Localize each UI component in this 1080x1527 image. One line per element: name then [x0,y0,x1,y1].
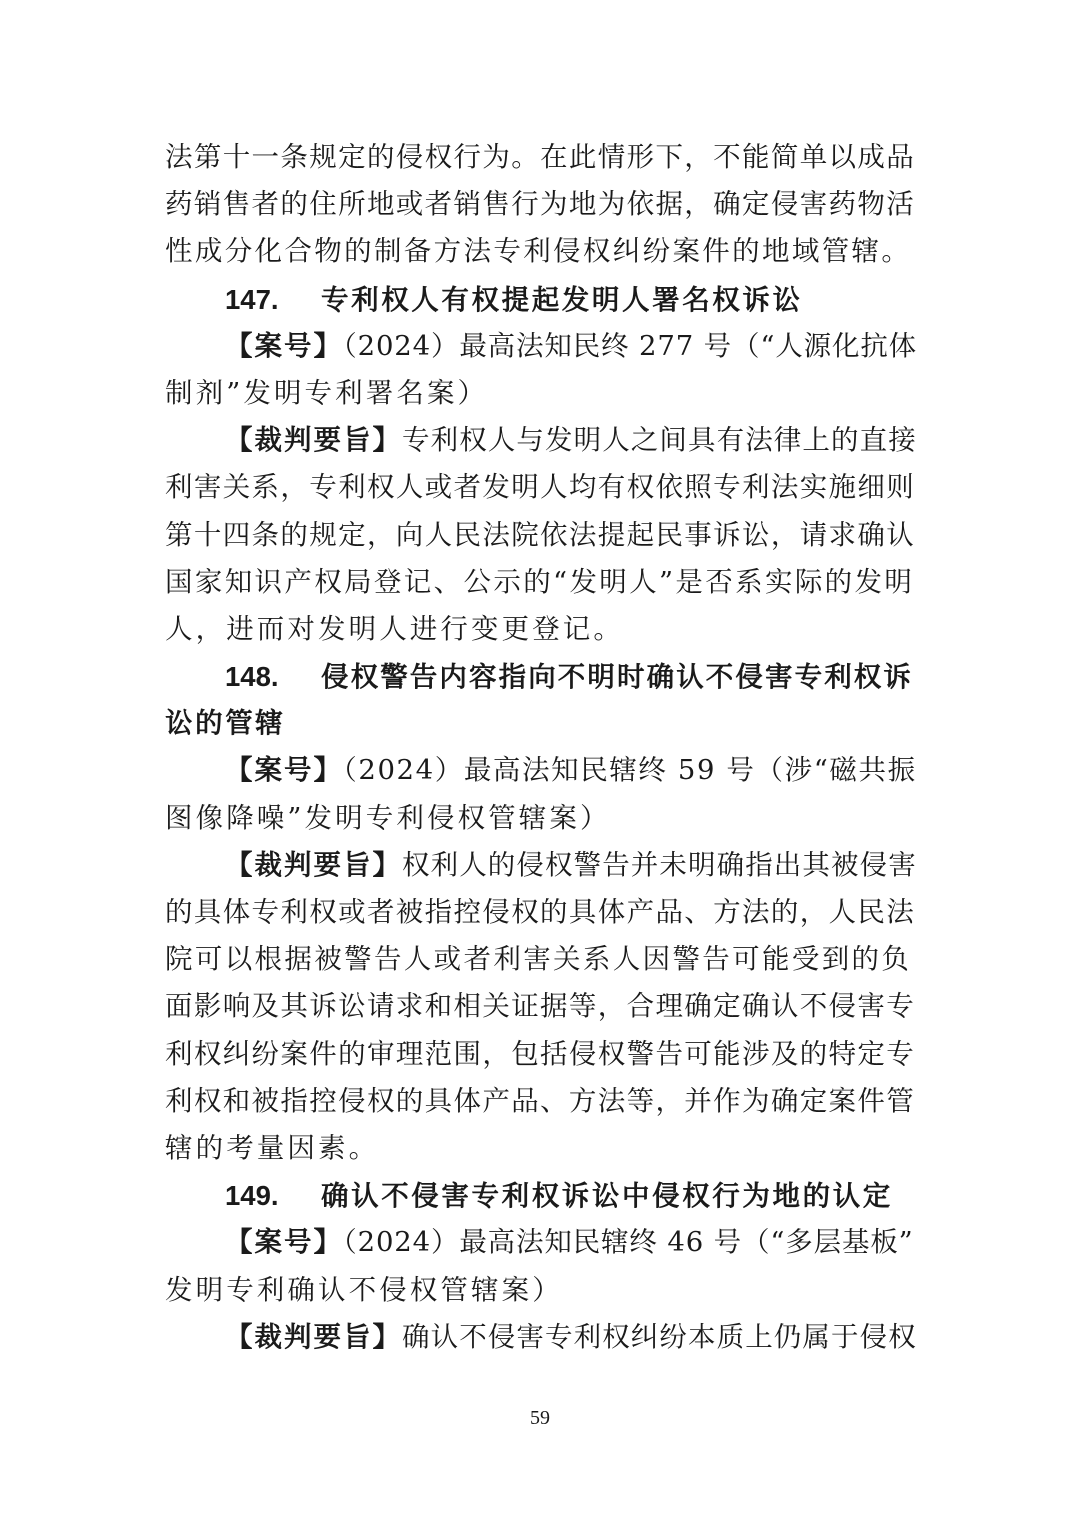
text-line [165,1314,917,1361]
bracket-label: 【案号】 [225,1226,343,1259]
text-line [165,842,917,889]
line-text: 性成分化合物的制备方法专利侵权纠纷案件的地域管辖。 [165,235,912,268]
section-title: 专利权人有权提起发明人署名权诉讼 [321,283,803,316]
bracket-label: 【裁判要旨】 [225,424,402,457]
page-content [165,134,917,1361]
section-number: 149. [225,1180,279,1212]
line-text: 人，进而对发明人进行变更登记。 [165,612,624,645]
line-text: 专利权人与发明人之间具有法律上的直接 [402,424,917,457]
bracket-label: 【裁判要旨】 [225,848,402,881]
text-line [165,464,917,511]
text-line [165,747,917,794]
text-line [165,795,917,842]
text-line [165,1031,917,1078]
text-line [165,889,917,936]
section-heading-line [165,700,917,747]
section-heading-line [165,1172,917,1219]
text-line [165,983,917,1030]
line-text: （2024）最高法知民终 277 号（“人源化抗体 [343,329,918,362]
bracket-label: 【案号】 [225,329,343,362]
page-number: 59 [530,1407,550,1429]
bracket-label: 【裁判要旨】 [225,1320,402,1353]
text-line [165,1219,917,1266]
section-heading-line [165,653,917,700]
section-number: 148. [225,661,279,693]
line-text: 确认不侵害专利权纠纷本质上仍属于侵权 [402,1320,917,1353]
text-line [165,417,917,464]
bracket-label: 【案号】 [225,754,343,787]
text-line [165,323,917,370]
text-line [165,1125,917,1172]
section-number: 147. [225,283,279,315]
section-title: 讼的管辖 [165,707,286,740]
line-text: 法第十一条规定的侵权行为。在此情形下，不能简单以成品 [165,141,916,173]
line-text: 院可以根据被警告人或者利害关系人因警告可能受到的负 [165,943,912,976]
text-line [165,1267,917,1314]
section-title: 确认不侵害专利权诉讼中侵权行为地的认定 [321,1180,893,1213]
text-line [165,1078,917,1125]
text-line [165,936,917,983]
section-heading-line [165,276,917,323]
line-text: 第十四条的规定，向人民法院依法提起民事诉讼，请求确认 [165,518,916,551]
line-text: 利权和被指控侵权的具体产品、方法等，并作为确定案件管 [165,1084,916,1117]
text-line [165,606,917,653]
line-text: 制剂”发明专利署名案） [165,376,489,409]
line-text: 的具体专利权或者被指控侵权的具体产品、方法的，人民法 [165,896,916,928]
line-text: 发明专利确认不侵权管辖案） [165,1273,563,1306]
line-text: 药销售者的住所地或者销售行为地为依据，确定侵害药物活 [165,188,916,221]
line-text: （2024）最高法知民辖终 46 号（“多层基板” [343,1226,914,1259]
line-text: （2024）最高法知民辖终 59 号（涉“磁共振 [343,754,917,787]
line-text: 利害关系，专利权人或者发明人均有权依照专利法实施细则 [165,471,916,504]
line-text: 面影响及其诉讼请求和相关证据等，合理确定确认不侵害专 [165,990,916,1023]
text-line [165,134,917,181]
line-text: 国家知识产权局登记、公示的“发明人”是否系实际的发明 [165,565,915,598]
section-title: 侵权警告内容指向不明时确认不侵害专利权诉 [321,661,913,694]
text-line [165,228,917,275]
line-text: 图像降噪”发明专利侵权管辖案） [165,801,611,834]
line-text: 辖的考量因素。 [165,1131,380,1164]
text-line [165,559,917,606]
text-line [165,512,917,559]
text-line [165,181,917,228]
line-text: 权利人的侵权警告并未明确指出其被侵害 [402,848,917,881]
text-line [165,370,917,417]
line-text: 利权纠纷案件的审理范围，包括侵权警告可能涉及的特定专 [165,1037,916,1070]
